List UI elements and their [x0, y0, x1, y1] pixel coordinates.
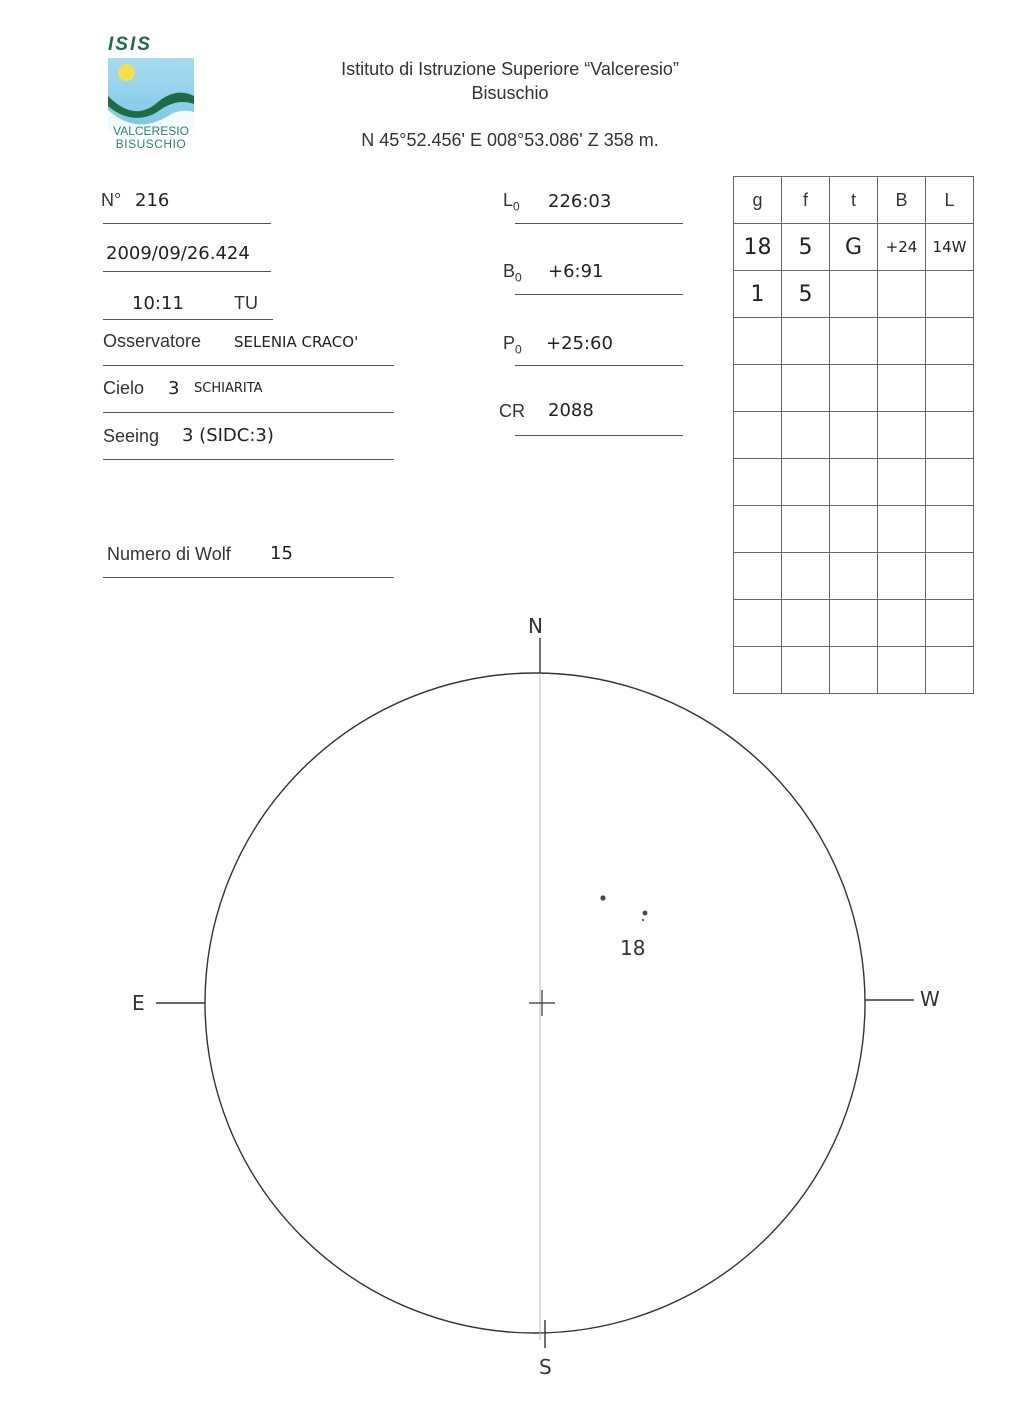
table-cell — [734, 506, 782, 553]
table-cell — [926, 459, 974, 506]
table-cell — [878, 553, 926, 600]
table-row — [734, 412, 974, 459]
table-cell — [734, 412, 782, 459]
table-row — [734, 271, 974, 318]
cr-label: CR — [499, 401, 525, 421]
south-label: S — [539, 1355, 552, 1379]
west-label: W — [920, 987, 940, 1011]
p0-line — [515, 365, 683, 366]
table-cell — [926, 365, 974, 412]
sky-line — [103, 412, 394, 413]
table-cell — [878, 412, 926, 459]
table-header-t: t — [830, 177, 878, 224]
table-cell — [926, 553, 974, 600]
observer-value: SELENIA CRACO' — [234, 333, 359, 351]
sunspot — [642, 919, 644, 921]
school-logo — [104, 34, 198, 156]
sunspot-group-label: 18 — [620, 936, 646, 960]
table-header-g: g — [734, 177, 782, 224]
l0-value: 226:03 — [548, 191, 612, 212]
table-cell: 5 — [782, 271, 830, 318]
table-cell — [830, 412, 878, 459]
wolf-number-value: 15 — [270, 543, 293, 564]
table-cell: 1 — [734, 271, 782, 318]
wolf-number-label: Numero di Wolf — [107, 544, 231, 564]
logo-image — [108, 58, 194, 130]
logo-caption-line1: VALCERESIO — [113, 124, 189, 138]
table-cell — [782, 459, 830, 506]
table-row — [734, 365, 974, 412]
table-cell — [782, 318, 830, 365]
table-row — [734, 318, 974, 365]
north-label: N — [528, 614, 543, 638]
p0-subscript: 0 — [515, 342, 522, 357]
table-cell: 14W — [926, 224, 974, 271]
l0-line — [515, 223, 683, 224]
b0-line — [515, 294, 683, 295]
cr-line — [515, 435, 683, 436]
sunspot — [643, 911, 648, 916]
record-number-line — [103, 223, 271, 224]
l0-label — [503, 190, 520, 214]
table-cell — [734, 365, 782, 412]
wolf-number-line — [103, 577, 394, 578]
table-cell — [926, 271, 974, 318]
table-cell — [830, 553, 878, 600]
table-cell — [926, 412, 974, 459]
l0-subscript: 0 — [513, 199, 520, 214]
table-cell — [878, 506, 926, 553]
table-cell — [926, 506, 974, 553]
table-cell — [782, 412, 830, 459]
table-cell — [830, 506, 878, 553]
table-cell — [830, 365, 878, 412]
station-coordinates: N 45°52.456' E 008°53.086' Z 358 m. — [361, 130, 659, 150]
record-number-value: 216 — [135, 190, 170, 211]
table-cell: 18 — [734, 224, 782, 271]
solar-disc-drawing — [0, 600, 1024, 1390]
table-cell — [782, 553, 830, 600]
table-cell — [830, 271, 878, 318]
l0-letter: L — [503, 190, 514, 210]
table-row — [734, 224, 974, 271]
seeing-label: Seeing — [103, 426, 160, 446]
table-cell — [878, 459, 926, 506]
record-date-line — [103, 271, 271, 272]
table-cell: +24 — [878, 224, 926, 271]
table-row — [734, 553, 974, 600]
table-header-b: B — [878, 177, 926, 224]
logo-wordmark: ISIS — [108, 34, 152, 55]
table-cell — [830, 318, 878, 365]
table-row — [734, 459, 974, 506]
sunspot — [600, 895, 605, 900]
logo-caption-line2: BISUSCHIO — [115, 137, 187, 151]
b0-subscript: 0 — [515, 270, 522, 285]
table-cell — [782, 365, 830, 412]
p0-value: +25:60 — [546, 333, 613, 354]
b0-label — [503, 261, 522, 285]
observer-line — [103, 365, 394, 366]
table-cell — [734, 318, 782, 365]
sky-label: Cielo — [103, 378, 145, 398]
seeing-value: 3 (SIDC:3) — [182, 425, 274, 446]
p0-letter: P — [503, 333, 516, 353]
record-time-line — [103, 319, 273, 320]
record-time-label: TU — [234, 293, 258, 313]
table-cell: 5 — [782, 224, 830, 271]
institute-name: Istituto di Istruzione Superiore “Valceresio” — [341, 59, 679, 79]
table-cell — [734, 553, 782, 600]
record-time-value: 10:11 — [132, 293, 184, 314]
record-number-label: N° — [101, 190, 122, 210]
table-header-f: f — [782, 177, 830, 224]
record-date-value: 2009/09/26.424 — [106, 243, 250, 264]
sky-note: SCHIARITA — [194, 381, 263, 396]
table-cell — [830, 459, 878, 506]
table-cell — [734, 459, 782, 506]
institute-town: Bisuschio — [471, 83, 549, 103]
logo-wave-icon — [108, 58, 194, 130]
table-cell — [878, 318, 926, 365]
seeing-line — [103, 459, 394, 460]
table-cell — [878, 365, 926, 412]
sky-value: 3 — [168, 378, 180, 399]
table-header-row — [734, 177, 974, 224]
b0-letter: B — [503, 261, 516, 281]
table-cell — [926, 318, 974, 365]
b0-value: +6:91 — [548, 261, 604, 282]
table-cell: G — [830, 224, 878, 271]
table-header-l: L — [926, 177, 974, 224]
table-row — [734, 506, 974, 553]
observer-label: Osservatore — [103, 331, 202, 351]
cr-value: 2088 — [548, 400, 594, 421]
table-cell — [878, 271, 926, 318]
p0-label — [503, 333, 522, 357]
east-label: E — [132, 991, 145, 1015]
table-cell — [782, 506, 830, 553]
